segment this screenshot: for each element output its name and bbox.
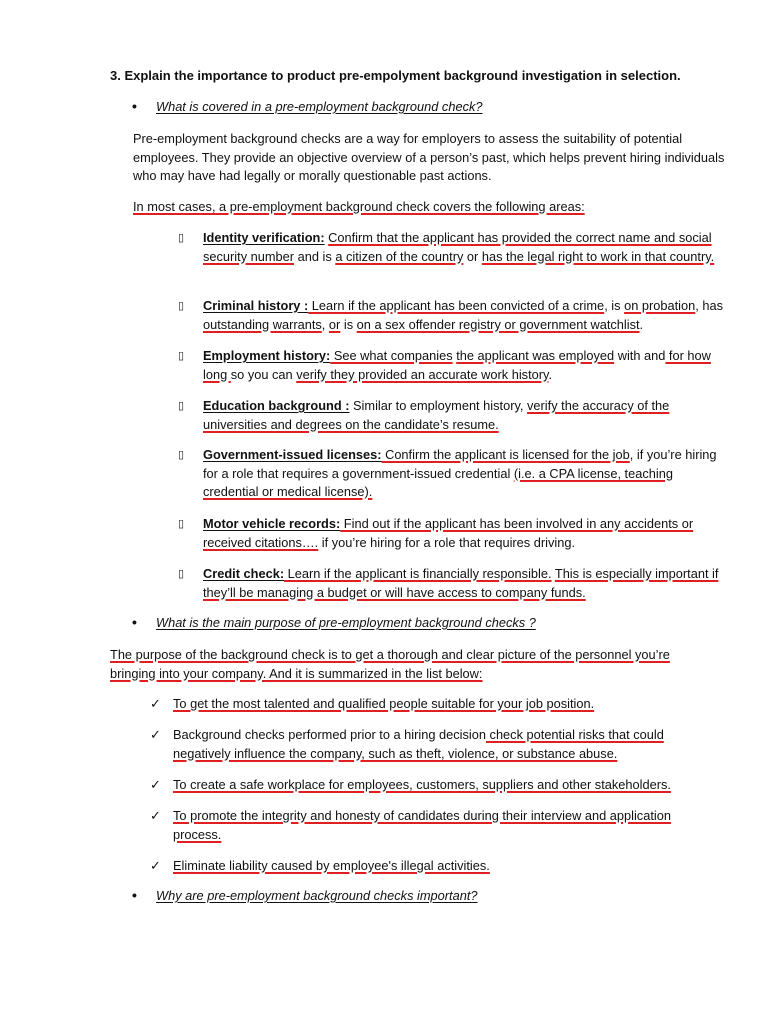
purpose-item: To promote the integrity and honesty of candidates during their interview and application process.: [173, 808, 671, 842]
checkmark-icon: ✓: [150, 858, 161, 873]
area-employment: Employment history: See what companies the applicant was employed with and for how long so you can verify they provided an accurate work history.: [203, 348, 711, 382]
subquestion-3-text: Why are pre-employment background checks important?: [156, 888, 478, 903]
purpose-item: To create a safe workplace for employees, customers, suppliers and other stakeholders.: [173, 777, 671, 792]
bullet-icon: •: [132, 614, 137, 630]
checkmark-icon: ✓: [150, 727, 161, 742]
box-bullet-icon: ▯: [178, 232, 185, 244]
bullet-icon: •: [132, 887, 137, 903]
area-licenses: Government-issued licenses: Confirm the applicant is licensed for the job, if you’re hiring for a role that requires a government-issued credential (i.e. a CPA license, teaching credential or medical license).: [203, 447, 717, 499]
bullet-icon: •: [132, 98, 137, 114]
areas-lead: In most cases, a pre-employment background check covers the following areas:: [133, 199, 585, 214]
purpose-intro: The purpose of the background check is to get a thorough and clear picture of the personnel you’re bringing into your company. And it is summarized in the list below:: [110, 647, 670, 681]
box-bullet-icon: ▯: [178, 449, 185, 461]
area-education: Education background : Similar to employment history, verify the accuracy of the universities and degrees on the candidate’s resume.: [203, 398, 670, 432]
subquestion-1-text: What is covered in a pre-employment background check?: [156, 99, 483, 114]
box-bullet-icon: ▯: [178, 518, 185, 530]
box-bullet-icon: ▯: [178, 568, 185, 580]
purpose-item: To get the most talented and qualified people suitable for your job position.: [173, 696, 595, 711]
area-criminal: Criminal history : Learn if the applicant has been convicted of a crime, is on probation, has outstanding warrants, or is on a sex offender registry or government watchlist.: [203, 298, 724, 332]
checkmark-icon: ✓: [150, 696, 161, 711]
question-heading: 3. Explain the importance to product pre-empolyment background investigation in selection.: [110, 68, 681, 83]
checkmark-icon: ✓: [150, 777, 161, 792]
box-bullet-icon: ▯: [178, 400, 185, 412]
area-identity: Identity verification: Confirm that the applicant has provided the correct name and social security number and is a citizen of the country or has the legal right to work in that country.: [203, 230, 715, 264]
box-bullet-icon: ▯: [178, 300, 185, 312]
purpose-item: Eliminate liability caused by employee's illegal activities.: [173, 858, 490, 873]
purpose-item: Background checks performed prior to a hiring decision check potential risks that could negatively influence the company, such as theft, violence, or substance abuse.: [173, 727, 664, 761]
intro-paragraph: Pre-employment background checks are a way for employers to assess the suitability of potential employees. They provide an objective overview of a person’s past, which helps prevent hiring individuals who may have had legally or morally questionable past actions.: [133, 131, 725, 183]
checkmark-icon: ✓: [150, 808, 161, 823]
subquestion-2-text: What is the main purpose of pre-employment background checks ?: [156, 615, 536, 630]
area-credit: Credit check: Learn if the applicant is financially responsible. This is especially important if they’ll be managing a budget or will have access to company funds.: [203, 566, 719, 600]
area-motor-vehicle: Motor vehicle records: Find out if the applicant has been involved in any accidents or received citations…. if you’re hiring for a role that requires driving.: [203, 516, 694, 550]
box-bullet-icon: ▯: [178, 350, 185, 362]
